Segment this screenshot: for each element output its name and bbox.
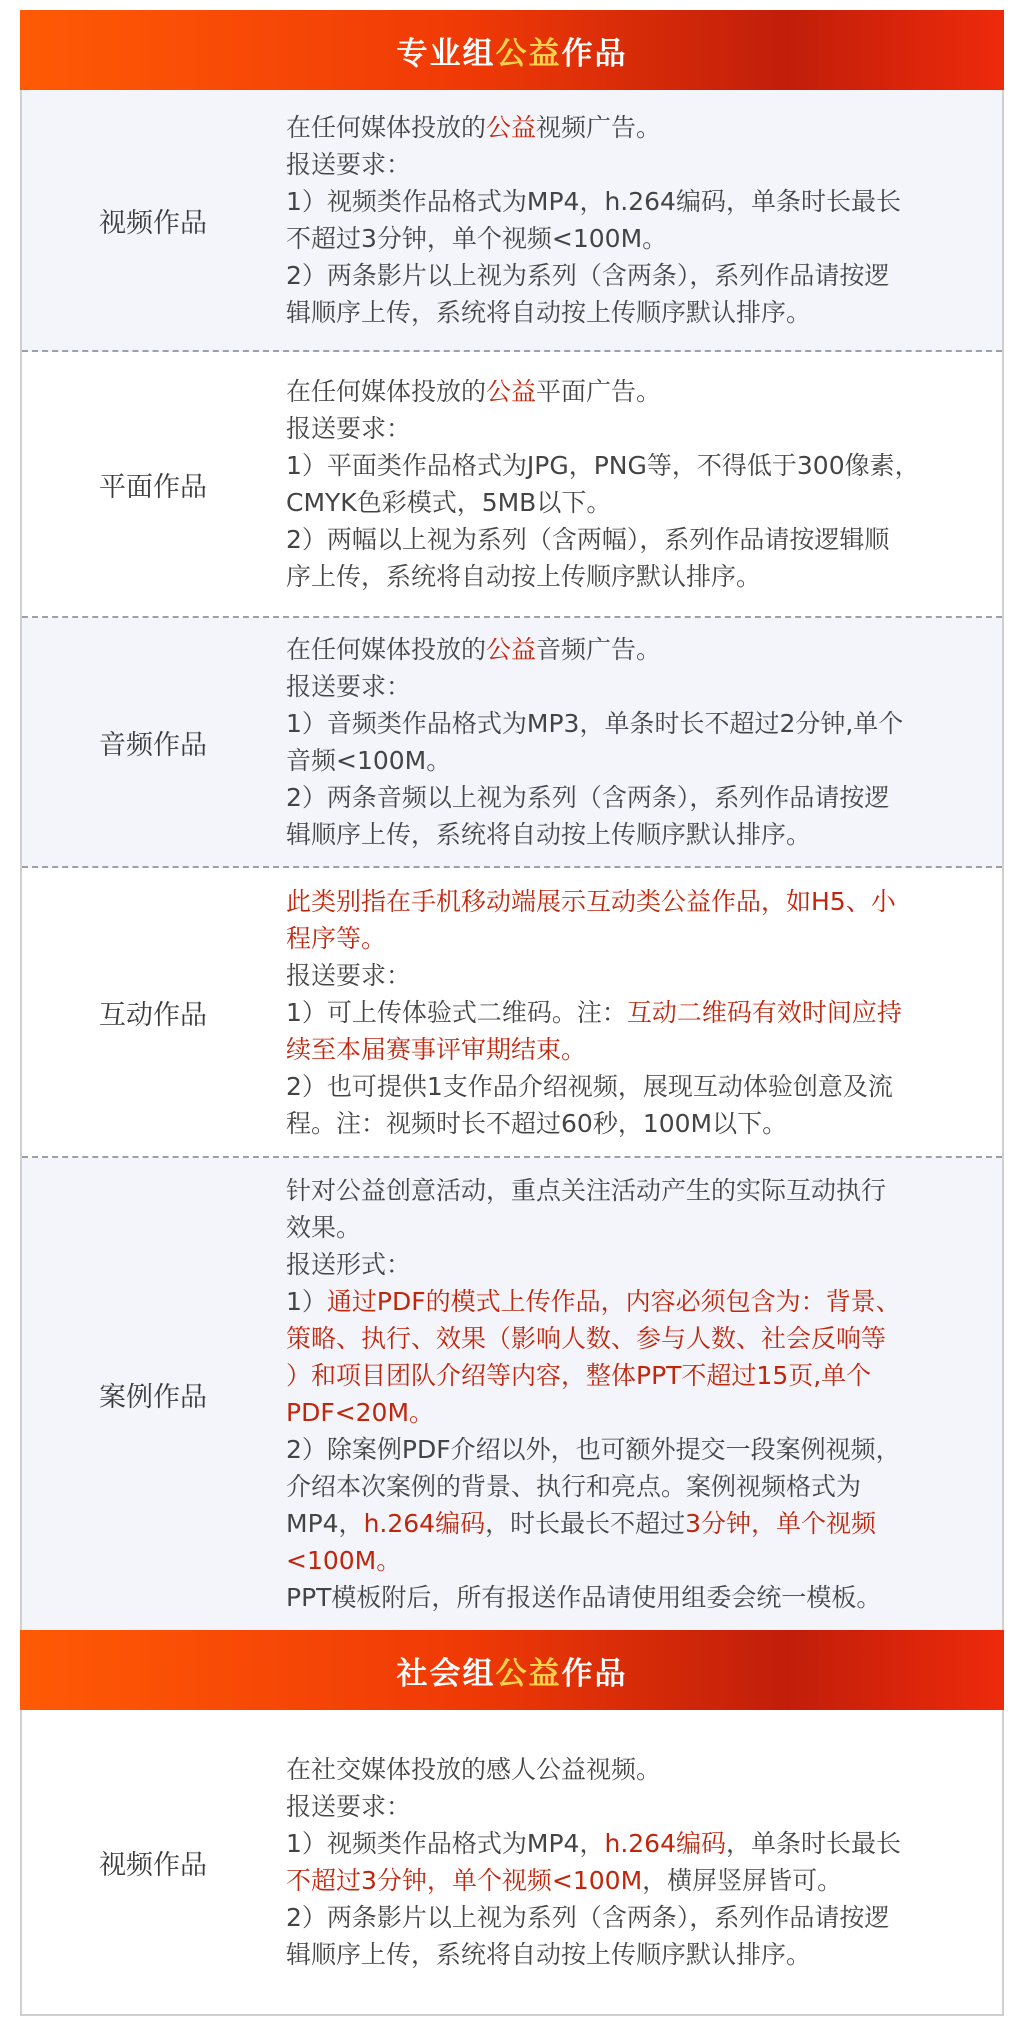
row-label: 平面作品: [99, 471, 207, 503]
row-case-professional: [22, 1158, 1002, 1630]
body-text: 在任何媒体投放的: [286, 635, 487, 664]
row-description: [286, 1158, 972, 1630]
description-line: [286, 1788, 972, 1825]
description-line: [286, 484, 972, 521]
highlighted-text: 公益: [486, 635, 537, 664]
body-text: 1）音频类作品格式为MP3，单条时长不超过2分钟,单个: [286, 709, 904, 738]
body-text: 1）: [286, 1287, 327, 1316]
body-text: ，横屏竖屏皆可。: [642, 1866, 843, 1895]
description-line: [286, 920, 972, 957]
description-line: [286, 1862, 972, 1899]
body-text: 2）两条音频以上视为系列（含两条），系列作品请按逻: [286, 783, 890, 812]
section-header-professional: [20, 10, 1004, 90]
body-text: CMYK色彩模式，5MB以下。: [286, 488, 612, 517]
description-line: [286, 447, 972, 484]
body-text: 1）视频类作品格式为MP4，h.264编码，单条时长最长: [286, 187, 901, 216]
highlighted-text: 公益: [486, 113, 537, 142]
row-interactive-professional: [22, 868, 1002, 1158]
description-line: [286, 521, 972, 558]
description-line: [286, 1320, 972, 1357]
description-line: [286, 1209, 972, 1246]
description-line: [286, 1751, 972, 1788]
body-text: 1）视频类作品格式为MP4，: [286, 1829, 605, 1858]
description-line: [286, 257, 972, 294]
body-text: 2）两条影片以上视为系列（含两条），系列作品请按逻: [286, 261, 890, 290]
highlighted-text: 不超过3分钟，单个视频<100M: [286, 1866, 643, 1895]
body-text: 效果。: [286, 1213, 362, 1242]
description-line: [286, 558, 972, 595]
highlighted-text: ）和项目团队介绍等内容，整体PPT不超过15页,单个: [286, 1361, 872, 1390]
body-text: 辑顺序上传，系统将自动按上传顺序默认排序。: [286, 298, 812, 327]
section-title-suffix: 作品: [561, 1655, 628, 1692]
body-text: 介绍本次案例的背景、执行和亮点。案例视频格式为: [286, 1472, 862, 1501]
body-text: 程。注：视频时长不超过60秒，100M以下。: [286, 1108, 788, 1138]
body-text: ，单条时长最长: [725, 1829, 901, 1858]
body-text: 针对公益创意活动，重点关注活动产生的实际互动执行: [286, 1176, 887, 1205]
body-text: PPT模板附后，所有报送作品请使用组委会统一模板。: [286, 1583, 882, 1612]
section-header-social: [20, 1630, 1004, 1710]
highlighted-text: 3分钟，单个视频: [685, 1509, 877, 1538]
description-line: [286, 220, 972, 257]
highlighted-text: 续至本届赛事评审期结束。: [286, 1034, 587, 1064]
section-title-highlight: 公益: [495, 35, 562, 72]
section-title-suffix: 作品: [561, 35, 628, 72]
body-text: 不超过3分钟，单个视频<100M。: [286, 224, 668, 253]
row-label: 视频作品: [99, 207, 207, 239]
description-line: [286, 1936, 972, 1973]
row-description: [286, 1710, 972, 2014]
description-line: [286, 1172, 972, 1209]
description-line: [286, 668, 972, 705]
description-line: [286, 779, 972, 816]
row-description: [286, 352, 972, 616]
row-label: 视频作品: [99, 1849, 207, 1881]
highlighted-text: PDF<20M。: [286, 1398, 435, 1427]
body-text: 视频广告。: [536, 113, 662, 142]
section-title: [397, 1648, 628, 1693]
description-line: [286, 994, 972, 1031]
row-video-social: [22, 1710, 1002, 2014]
body-text: 在任何媒体投放的: [286, 113, 487, 142]
description-line: [286, 1579, 972, 1616]
description-line: [286, 1283, 972, 1320]
description-line: [286, 1105, 972, 1142]
description-line: [286, 1899, 972, 1936]
body-text: 报送要求：: [286, 1792, 412, 1821]
highlighted-text: 此类别指在手机移动端展示互动类公益作品，如H5、小: [286, 886, 896, 916]
highlighted-text: 通过PDF的模式上传作品，内容必须包含为：背景、: [326, 1287, 901, 1316]
body-text: 报送形式：: [286, 1250, 412, 1279]
highlighted-text: 程序等。: [286, 923, 387, 953]
body-text: ，时长最长不超过: [485, 1509, 686, 1538]
row-description: [286, 90, 972, 350]
description-line: [286, 294, 972, 331]
description-line: [286, 816, 972, 853]
highlighted-text: h.264编码: [604, 1829, 726, 1858]
section-title-prefix: 专业组: [396, 35, 496, 72]
body-text: 报送要求：: [286, 672, 412, 701]
description-line: [286, 957, 972, 994]
body-text: 1）可上传体验式二维码。注：: [286, 997, 627, 1027]
body-text: 报送要求：: [286, 150, 412, 179]
description-line: [286, 631, 972, 668]
description-line: [286, 373, 972, 410]
highlighted-text: h.264编码: [363, 1509, 486, 1538]
description-line: [286, 1542, 972, 1579]
body-text: 2）两幅以上视为系列（含两幅），系列作品请按逻辑顺: [286, 525, 890, 554]
description-line: [286, 410, 972, 447]
highlighted-text: <100M。: [286, 1546, 402, 1575]
highlighted-text: 互动二维码有效时间应持: [626, 997, 902, 1027]
body-text: 报送要求：: [286, 960, 412, 990]
section-title: [397, 28, 628, 73]
body-text: 2）两条影片以上视为系列（含两条），系列作品请按逻: [286, 1903, 890, 1932]
description-line: [286, 1394, 972, 1431]
body-text: 报送要求：: [286, 414, 412, 443]
description-line: [286, 183, 972, 220]
row-description: [286, 868, 972, 1156]
description-line: [286, 1068, 972, 1105]
body-text: 2）也可提供1支作品介绍视频，展现互动体验创意及流: [286, 1071, 893, 1101]
row-video-professional: [22, 90, 1002, 352]
description-line: [286, 742, 972, 779]
body-text: 音频广告。: [536, 635, 662, 664]
section-title-prefix: 社会组: [396, 1655, 496, 1692]
description-line: [286, 705, 972, 742]
description-line: [286, 1825, 972, 1862]
row-print-professional: [22, 352, 1002, 618]
highlighted-text: 策略、执行、效果（影响人数、参与人数、社会反响等: [286, 1324, 887, 1353]
body-text: MP4，: [286, 1509, 364, 1538]
body-text: 音频<100M。: [286, 746, 452, 775]
body-text: 辑顺序上传，系统将自动按上传顺序默认排序。: [286, 820, 812, 849]
body-text: 2）除案例PDF介绍以外，也可额外提交一段案例视频，: [286, 1435, 901, 1464]
row-audio-professional: [22, 618, 1002, 868]
description-line: [286, 109, 972, 146]
description-line: [286, 1468, 972, 1505]
section-title-highlight: 公益: [495, 1655, 562, 1692]
body-text: 1）平面类作品格式为JPG，PNG等，不得低于300像素，: [286, 451, 920, 480]
description-line: [286, 1246, 972, 1283]
body-text: 在社交媒体投放的感人公益视频。: [286, 1755, 662, 1784]
row-label: 案例作品: [99, 1381, 207, 1413]
description-line: [286, 1431, 972, 1468]
row-label: 音频作品: [99, 729, 207, 761]
body-text: 在任何媒体投放的: [286, 377, 487, 406]
body-text: 辑顺序上传，系统将自动按上传顺序默认排序。: [286, 1940, 812, 1969]
highlighted-text: 公益: [486, 377, 537, 406]
description-line: [286, 1505, 972, 1542]
description-line: [286, 883, 972, 920]
body-text: 平面广告。: [536, 377, 662, 406]
description-line: [286, 146, 972, 183]
row-description: [286, 618, 972, 866]
description-line: [286, 1357, 972, 1394]
description-line: [286, 1031, 972, 1068]
row-label: 互动作品: [99, 999, 207, 1031]
body-text: 序上传，系统将自动按上传顺序默认排序。: [286, 562, 762, 591]
